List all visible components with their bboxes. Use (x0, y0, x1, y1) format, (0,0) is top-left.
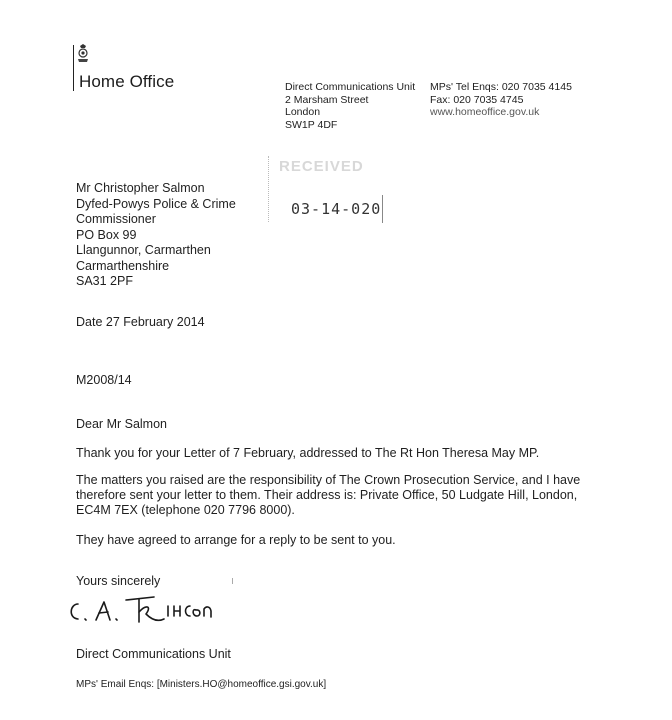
stamp-faded-text: RECEIVED (279, 158, 364, 175)
recipient-line: Carmarthenshire (76, 258, 170, 273)
address-line: 2 Marsham Street (285, 93, 369, 106)
recipient-line: SA31 2PF (76, 274, 133, 288)
recipient-line: Mr Christopher Salmon (76, 181, 205, 195)
email-enquiries: MPs' Email Enqs: [Ministers.HO@homeoffice.gsi.gov.uk] (76, 679, 327, 690)
stamp-date: 03-14-020 (291, 200, 382, 218)
recipient-line: Commissioner (76, 212, 156, 226)
tel-line: MPs' Tel Enqs: 020 7035 4145 (430, 81, 572, 93)
salutation: Dear Mr Salmon (76, 417, 167, 431)
organisation-name: Home Office (79, 72, 175, 91)
address-line: SW1P 4DF (285, 118, 338, 131)
letter-reference: M2008/14 (76, 373, 132, 387)
address-line: Direct Communications Unit (285, 81, 416, 93)
paragraph-3: They have agreed to arrange for a reply to be sent to you. (76, 533, 396, 547)
logo-divider (73, 45, 74, 91)
fax-line: Fax: 020 7035 4745 (430, 93, 524, 106)
paragraph-1: Thank you for your Letter of 7 February, addressed to The Rt Hon Theresa May MP. (76, 446, 540, 460)
scan-speck (232, 578, 233, 584)
signature (66, 592, 286, 632)
contact-details (430, 81, 572, 119)
website-line: www.homeoffice.gov.uk (430, 106, 540, 118)
recipient-address (76, 181, 236, 290)
recipient-line: PO Box 99 (76, 227, 137, 242)
recipient-line: Llangunnor, Carmarthen (76, 243, 211, 257)
stamp-edge (382, 195, 383, 223)
sender-address (285, 81, 415, 131)
paragraph-2: The matters you raised are the responsibility of The Crown Prosecution Service, and I have therefore sent your letter to them. Their address is: Private Office, 50 Ludgate Hill, London, EC4M 7EX (telephone 020 7796 8000). (76, 473, 581, 517)
signer-unit: Direct Communications Unit (76, 647, 231, 661)
letter-date: Date 27 February 2014 (76, 315, 205, 329)
closing: Yours sincerely (76, 574, 161, 588)
address-line: London (285, 106, 321, 118)
recipient-line: Dyfed-Powys Police & Crime (76, 196, 236, 211)
royal-crest-icon (76, 44, 90, 64)
